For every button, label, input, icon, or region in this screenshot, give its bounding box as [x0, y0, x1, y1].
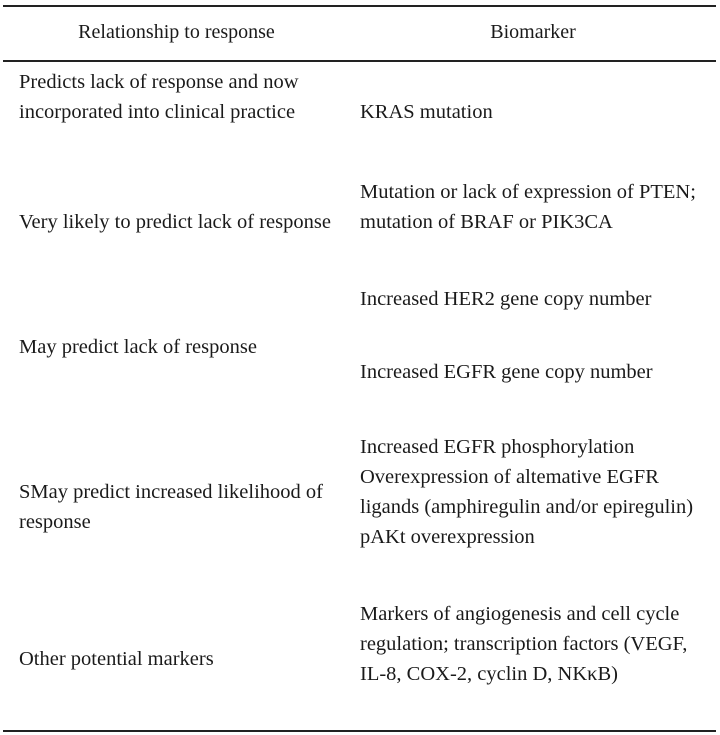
- row-1-relationship: Predicts lack of response and now incorporated into clinical practice: [19, 71, 299, 123]
- row-2-relationship-text: Very likely to predict lack of response: [19, 211, 331, 233]
- row-5-relationship-text: Other potential markers: [19, 648, 214, 670]
- row-3-biomarker-1: Increased HER2 gene copy number: [360, 288, 652, 310]
- row-4-biomarker: Increased EGFR phosphorylation Overexpression of altemative EGFR ligands (amphiregulin and/or epiregulin) pAKt overexpression: [360, 436, 694, 548]
- row-3-relationship-text: May predict lack of response: [19, 336, 257, 358]
- row-5-biomarker: Markers of angiogenesis and cell cycle regulation; transcription factors (VEGF, IL-8, COX-2, cyclin D, NKκB): [360, 603, 688, 685]
- bottom-rule: [3, 730, 716, 732]
- row-4-relationship-text: SMay predict increased likelihood of response: [19, 481, 323, 533]
- row-2-relationship: [19, 177, 339, 267]
- row-1-biomarker-text: KRAS mutation: [360, 101, 493, 123]
- header-rule: [3, 60, 716, 62]
- row-3-biomarker-2: Increased EGFR gene copy number: [360, 361, 653, 383]
- row-4-relationship: [19, 432, 339, 582]
- row-1-biomarker: [360, 67, 712, 157]
- row-3-relationship: [19, 287, 339, 407]
- header-biomarker: Biomarker: [490, 21, 576, 43]
- header-relationship: Relationship to response: [78, 21, 275, 43]
- row-5-relationship: [19, 599, 339, 719]
- row-2-biomarker: Mutation or lack of expression of PTEN; mutation of BRAF or PIK3CA: [360, 181, 696, 233]
